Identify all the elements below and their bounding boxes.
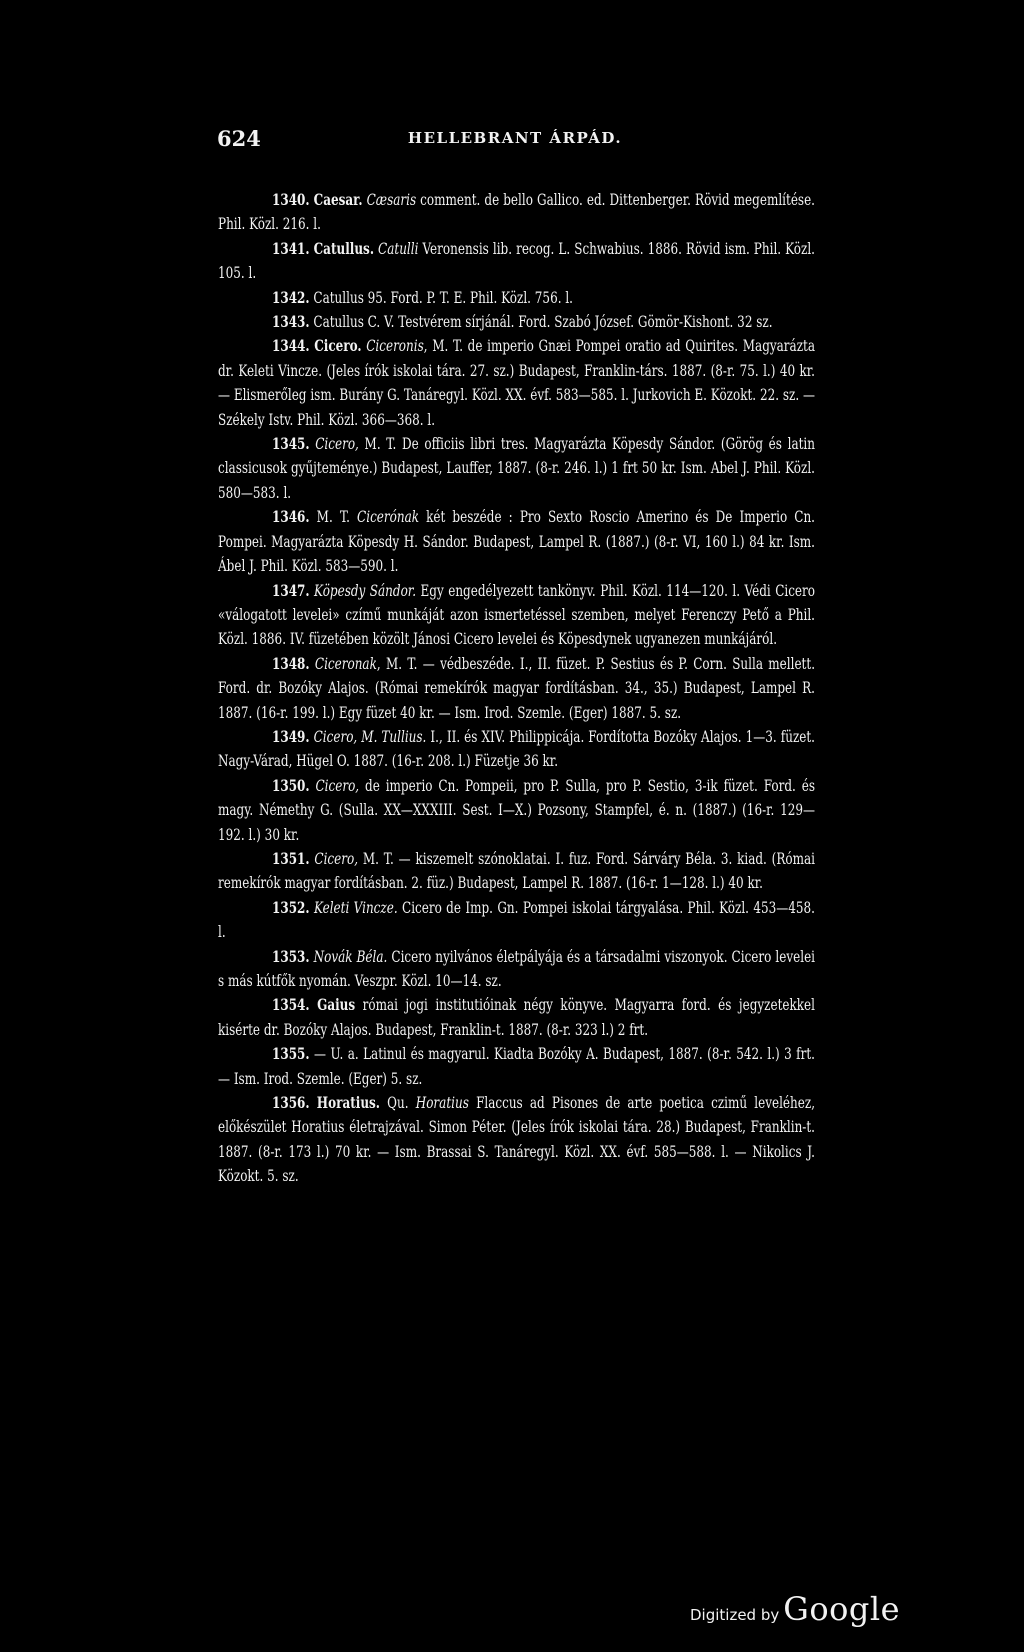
entry-author: Cicero, M. Tullius. <box>313 726 427 746</box>
entry-heading: Horatius. <box>316 1093 380 1113</box>
entry-number: 1356. <box>272 1093 310 1113</box>
bibliography-entry <box>218 1042 815 1091</box>
entry-author: Novák Béla. <box>313 946 388 966</box>
bibliography-list <box>218 188 815 1189</box>
bibliography-entry <box>218 505 815 578</box>
entry-author: Cicero, <box>314 848 359 868</box>
digitized-footer <box>690 1590 900 1628</box>
entry-text: M. T. — kiszemelt szónoklatai. I. fuz. Ford. Sárváry Béla. 3. kiad. (Római remekírók magyar fordításban. 2. füz.) Budapest, Lampel R. 1887. (16-r. 1—128. l.) 40 kr. <box>218 848 815 893</box>
entry-number: 1343. <box>272 312 310 332</box>
entry-heading: Cicero. <box>314 336 362 356</box>
page-header <box>217 126 813 156</box>
entry-text: M. T. De officiis libri tres. Magyarázta Köpesdy Sándor. (Görög és latin classicusok gyűjteménye.) Budapest, Lauffer, 1887. (8-r. 246. l.) 1 frt 50 kr. Ism. Abel J. Phil. Közl. 580—583. l. <box>218 434 815 502</box>
entry-number: 1348. <box>272 653 310 673</box>
entry-number: 1341. <box>272 238 310 258</box>
entry-author: Cæsaris <box>366 190 417 209</box>
entry-author: Keleti Vincze. <box>313 897 398 917</box>
entry-author: Horatius <box>415 1093 469 1113</box>
entry-text: római jogi institutióinak négy könyve. Magyarra ford. és jegyzetekkel kisérte dr. Bozóky Alajos. Budapest, Franklin-t. 1887. (8-r. 323 l.) 2 frt. <box>218 995 815 1039</box>
entry-number: 1347. <box>272 580 310 600</box>
bibliography-entry <box>218 1091 815 1189</box>
entry-author: Catulli <box>378 238 419 258</box>
entry-text: Flaccus ad Pisones de arte poetica czimű leveléhez, előkészület Horatius életrajzával. Simon Péter. (Jeles írók iskolai tára. 28.) Budapest, Franklin-t. 1887. (8-r. 173 l.) 70 kr. — Ism. Brassai S. Tanáregyl. Közl. XX. évf. 585—588. l. — Nikolics J. Közokt. 5. sz. <box>218 1093 816 1186</box>
entry-text: Catullus C. V. Testvérem sírjánál. Ford. Szabó József. Gömör-Kishont. 32 sz. <box>309 312 773 332</box>
entry-number: 1345. <box>272 434 310 454</box>
entry-text: I., II. és XIV. Philippicája. Fordította Bozóky Alajos. 1—3. füzet. Nagy-Várad, Hügel O. 1887. (16-r. 208. l.) Füzetje 36 kr. <box>218 726 815 771</box>
entry-text: comment. de bello Gallico. ed. Dittenberger. Rövid megemlítése. Phil. Közl. 216. l. <box>218 190 815 234</box>
entry-number: 1354. <box>272 995 310 1015</box>
entry-number: 1342. <box>272 287 310 307</box>
entry-text <box>310 995 317 1014</box>
bibliography-entry <box>218 993 815 1042</box>
bibliography-entry <box>218 237 815 286</box>
entry-author: Köpesdy Sándor. <box>314 580 417 600</box>
entry-author: Ciceronak <box>314 653 377 673</box>
entry-author: Ciceronis <box>366 336 424 356</box>
entry-author: Cicero, <box>315 775 360 795</box>
page-number: 624 <box>217 126 261 151</box>
bibliography-entry <box>218 432 815 505</box>
entry-text: Catullus 95. Ford. P. T. E. Phil. Közl. 756. l. <box>309 287 573 307</box>
entry-text: — U. a. Latinul és magyarul. Kiadta Bozóky A. Budapest, 1887. (8-r. 542. l.) 3 frt. — Ism. Irod. Szemle. (Eger) 5. sz. <box>218 1044 815 1088</box>
entry-number: 1346. <box>272 507 310 527</box>
entry-heading: Catullus. <box>313 238 374 258</box>
entry-text: két beszéde : Pro Sexto Roscio Amerino és De Imperio Cn. Pompei. Magyarázta Köpesdy H. Sándor. Budapest, Lampel R. (1887.) (8-r. VI, 160 l.) 84 kr. Ism. Ábel J. Phil. Közl. 583—590. l. <box>218 507 815 576</box>
entry-text <box>310 1093 317 1112</box>
bibliography-entry <box>218 334 815 432</box>
entry-text: , M. T. de imperio Gnæi Pompei oratio ad Quirites. Magyarázta dr. Keleti Vincze. (Jeles írók iskolai tára. 27. sz.) Budapest, Franklin-társ. 1887. (8-r. 75. l.) 40 kr. — Elismerőleg ism. Burány G. Tanáregyl. Közl. XX. évf. 583—585. l. Jurkovich E. Közokt. 22. sz. — Székely Istv. Phil. Közl. 366—368. l. <box>218 336 815 429</box>
bibliography-entry <box>218 286 815 310</box>
entry-number: 1355. <box>272 1044 310 1064</box>
bibliography-entry <box>218 847 815 896</box>
entry-number: 1351. <box>272 848 310 868</box>
google-logo: Google <box>783 1590 900 1628</box>
entry-text: M. T. <box>309 507 358 527</box>
entry-text: Veronensis lib. recog. L. Schwabius. 1886. Rövid ism. Phil. Közl. 105. l. <box>218 238 815 283</box>
entry-author: Cicerónak <box>357 507 420 527</box>
bibliography-entry <box>218 652 815 725</box>
bibliography-entry <box>218 725 815 774</box>
entry-text: Cicero nyilvános életpályája és a társadalmi viszonyok. Cicero levelei s más kútfők nyomán. Veszpr. Közl. 10—14. sz. <box>218 946 816 990</box>
entry-number: 1353. <box>272 946 310 966</box>
entry-heading: Caesar. <box>313 190 363 209</box>
bibliography-entry <box>218 896 815 945</box>
entry-heading: Gaius <box>317 995 356 1015</box>
entry-text: Qu. <box>379 1093 416 1113</box>
entry-text: Egy engedélyezett tankönyv. Phil. Közl. 114—120. l. Védi Cicero «válogatott levelei» czímű munkáját azon ismertetéssel szemben, melyet Ferenczy Pető a Phil. Közl. 1886. IV. füzetében közölt Jánosi Cicero levelei és Köpesdynek ugyanezen munkájáról. <box>218 580 815 649</box>
entry-text: Cicero de Imp. Gn. Pompei iskolai tárgyalása. Phil. Közl. 453—458. l. <box>218 897 815 942</box>
bibliography-entry <box>218 945 815 994</box>
bibliography-entry <box>218 579 815 652</box>
entry-number: 1352. <box>272 897 310 917</box>
digitized-label: Digitized by <box>690 1606 780 1624</box>
bibliography-entry <box>218 188 815 237</box>
entry-number: 1350. <box>272 775 310 795</box>
entry-author: Cicero, <box>315 434 359 454</box>
running-head: HELLEBRANT ÁRPÁD. <box>407 129 623 147</box>
entry-text: , M. T. — védbeszéde. I., II. füzet. P. Sestius és P. Corn. Sulla mellett. Ford. dr. Bozóky Alajos. (Római remekírók magyar fordításban. 34., 35.) Budapest, Lampel R. 1887. (16-r. 199. l.) Egy füzet 40 kr. — Ism. Irod. Szemle. (Eger) 1887. 5. sz. <box>218 653 816 722</box>
bibliography-entry <box>218 774 815 847</box>
entry-number: 1344. <box>272 336 310 356</box>
bibliography-entry <box>218 310 815 334</box>
entry-number: 1349. <box>272 726 310 746</box>
entry-number: 1340. <box>272 190 310 209</box>
entry-text: de imperio Cn. Pompeii, pro P. Sulla, pro P. Sestio, 3-ik füzet. Ford. és magy. Némethy G. (Sulla. XX—XXXIII. Sest. I—X.) Pozsony, Stampfel, é. n. (1887.) (16-r. 129—192. l.) 30 kr. <box>218 775 816 844</box>
